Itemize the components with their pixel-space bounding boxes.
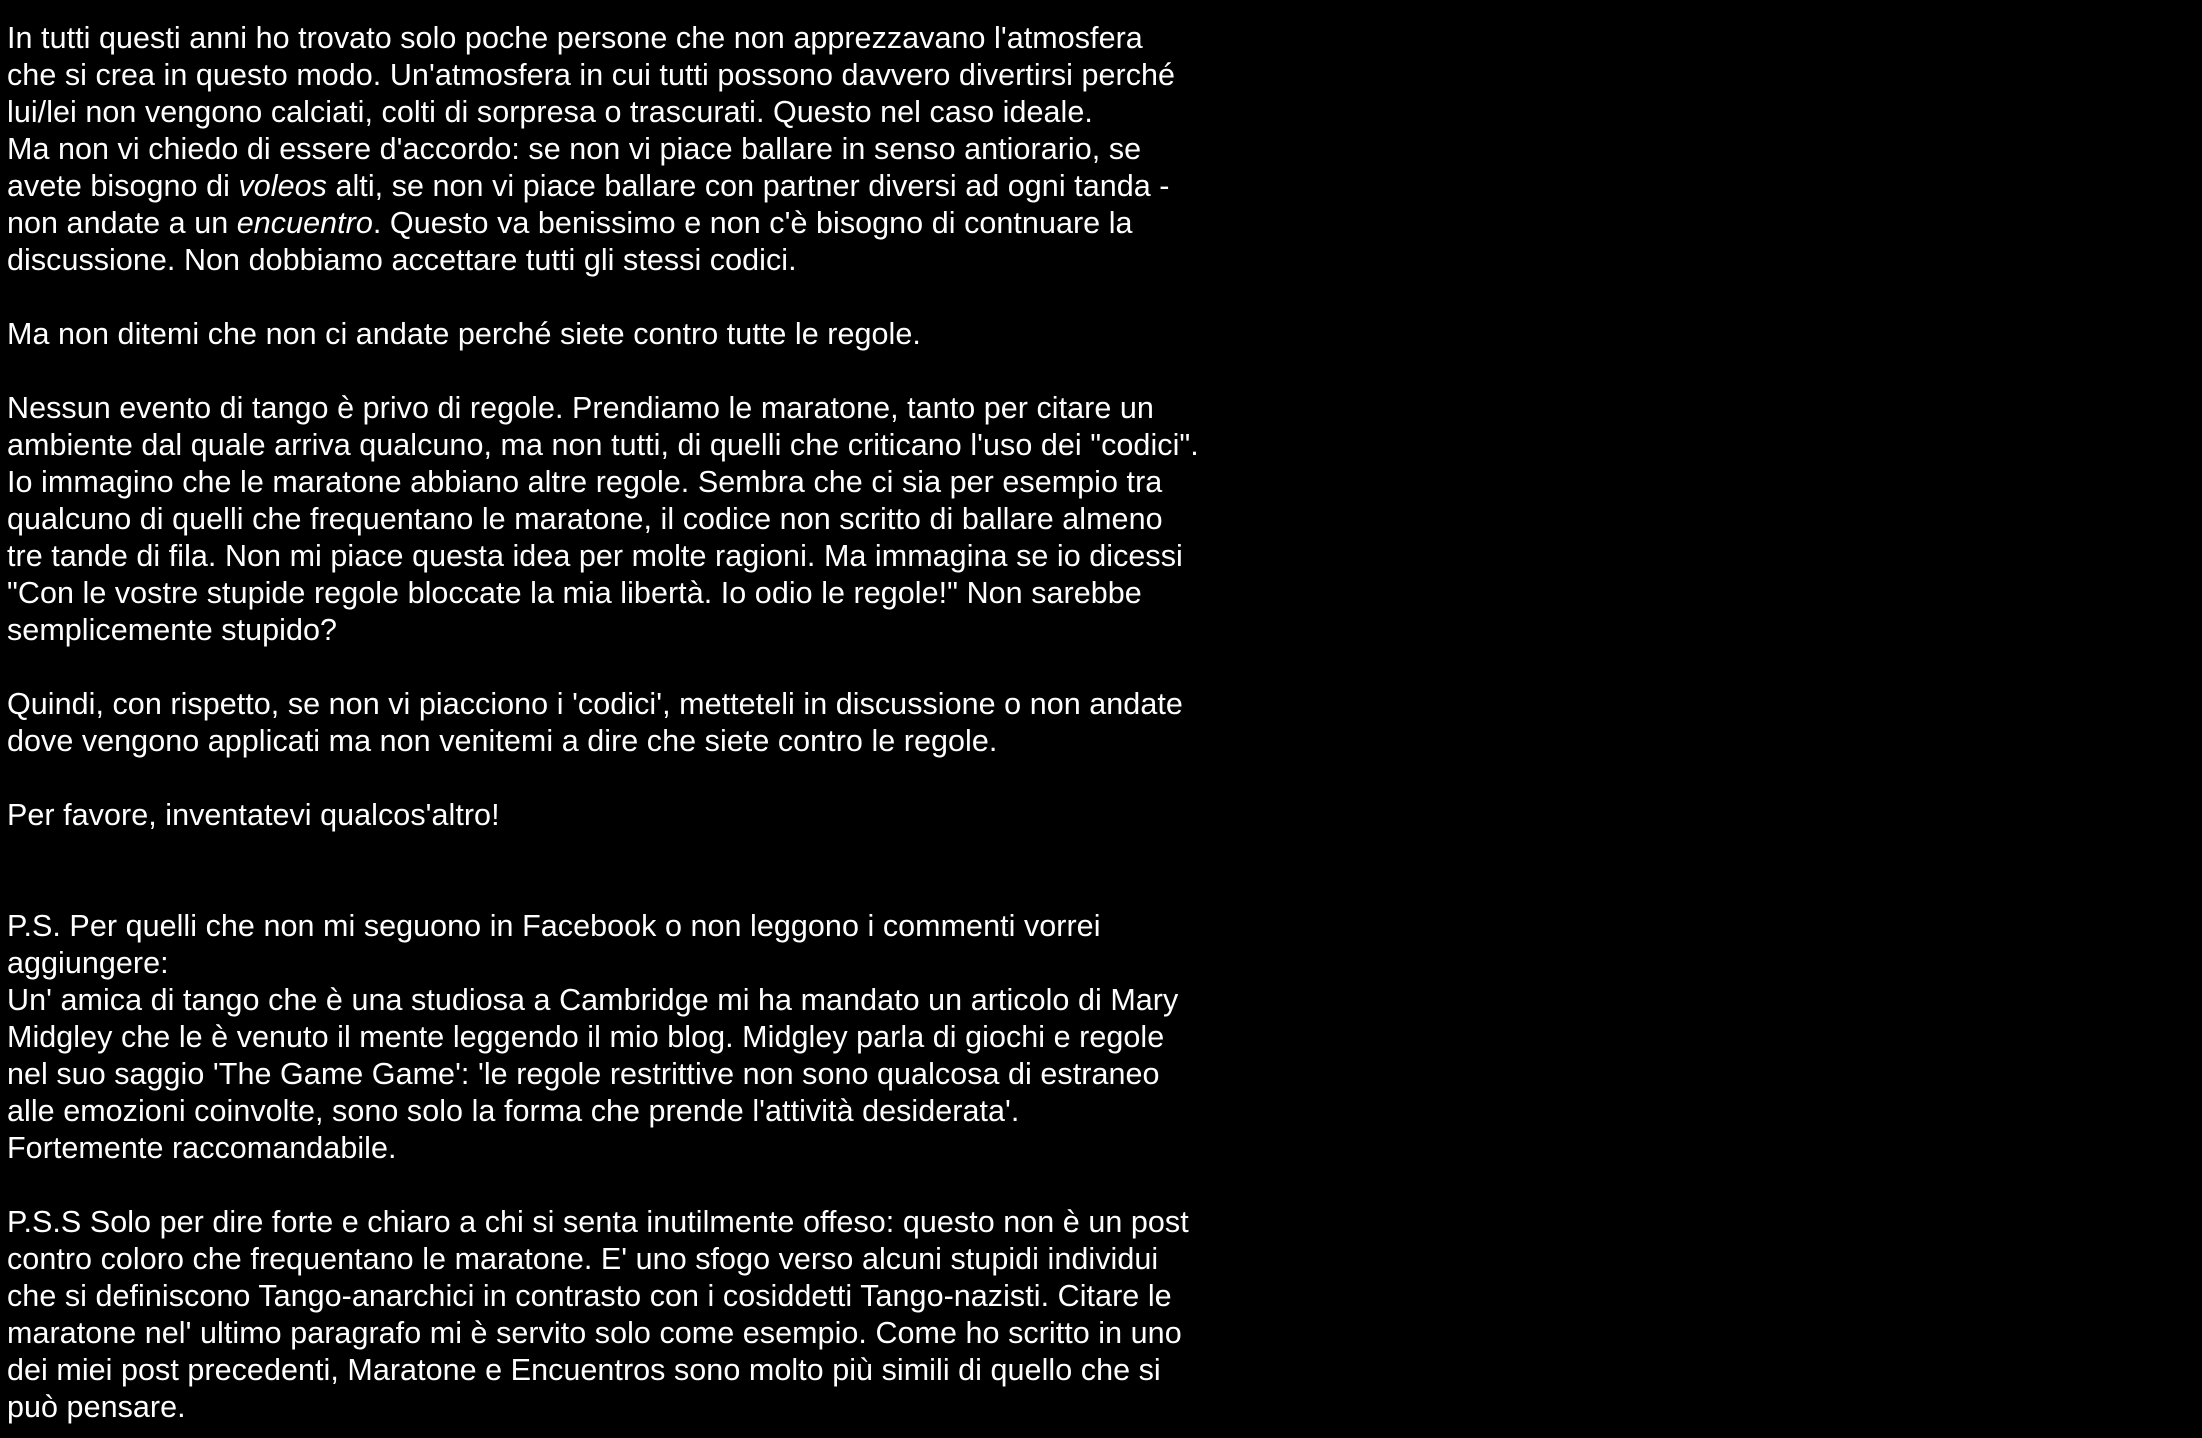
text-line: Un' amica di tango che è una studiosa a Cambridge mi ha mandato un articolo di Mary (7, 983, 1179, 1017)
text-line: che si crea in questo modo. Un'atmosfera in cui tutti possono davvero divertirsi perché (7, 58, 1176, 92)
paragraph-spacer (7, 1167, 1307, 1204)
text-run: non andate a un (7, 206, 237, 240)
text-line: ambiente dal quale arriva qualcuno, ma non tutti, di quelli che criticano l'uso dei "codici". (7, 428, 1199, 462)
italic-term: voleos (238, 169, 327, 203)
text-line: dei miei post precedenti, Maratone e Encuentros sono molto più simili di quello che si (7, 1353, 1161, 1387)
text-line: P.S.S Solo per dire forte e chiaro a chi si senta inutilmente offeso: questo non è un post (7, 1205, 1189, 1239)
paragraph (7, 797, 1307, 834)
paragraph (7, 390, 1307, 649)
text-line: alle emozioni coinvolte, sono solo la forma che prende l'attività desiderata'. (7, 1094, 1020, 1128)
text-line: qualcuno di quelli che frequentano le maratone, il codice non scritto di ballare almeno (7, 502, 1163, 536)
text-line: contro coloro che frequentano le maratone. E' uno sfogo verso alcuni stupidi individui (7, 1242, 1159, 1276)
text-line: P.S. Per quelli che non mi seguono in Facebook o non leggono i commenti vorrei (7, 909, 1101, 943)
text-line: che si definiscono Tango-anarchici in contrasto con i cosiddetti Tango-nazisti. Citare le (7, 1279, 1172, 1313)
blog-post-body (7, 20, 1307, 1426)
text-line: discussione. Non dobbiamo accettare tutti gli stessi codici. (7, 243, 797, 277)
text-line: "Con le vostre stupide regole bloccate la mia libertà. Io odio le regole!" Non sarebbe (7, 576, 1142, 610)
paragraph-spacer (7, 649, 1307, 686)
text-line (7, 168, 1307, 205)
text-line: Quindi, con rispetto, se non vi piacciono i 'codici', metteteli in discussione o non andate (7, 687, 1183, 721)
text-line: lui/lei non vengono calciati, colti di sorpresa o trascurati. Questo nel caso ideale. (7, 95, 1093, 129)
postscript-paragraph (7, 908, 1307, 1167)
paragraph (7, 131, 1307, 279)
text-line: maratone nel' ultimo paragrafo mi è servito solo come esempio. Come ho scritto in uno (7, 1316, 1182, 1350)
text-run: avete bisogno di (7, 169, 239, 203)
text-line: Fortemente raccomandabile. (7, 1131, 397, 1165)
text-line: dove vengono applicati ma non venitemi a dire che siete contro le regole. (7, 724, 998, 758)
text-line: semplicemente stupido? (7, 613, 338, 647)
text-line: nel suo saggio 'The Game Game': 'le regole restrittive non sono qualcosa di estraneo (7, 1057, 1160, 1091)
text-line (7, 205, 1307, 242)
text-line: può pensare. (7, 1390, 186, 1424)
text-run: . Questo va benissimo e non c'è bisogno di contnuare la (372, 206, 1133, 240)
paragraph-spacer (7, 834, 1307, 871)
paragraph (7, 686, 1307, 760)
text-line: Ma non ditemi che non ci andate perché siete contro tutte le regole. (7, 317, 921, 351)
paragraph-spacer (7, 871, 1307, 908)
text-line: Nessun evento di tango è privo di regole. Prendiamo le maratone, tanto per citare un (7, 391, 1154, 425)
paragraph (7, 20, 1307, 131)
text-line: Per favore, inventatevi qualcos'altro! (7, 798, 500, 832)
paragraph (7, 316, 1307, 353)
text-line: Midgley che le è venuto il mente leggendo il mio blog. Midgley parla di giochi e regole (7, 1020, 1165, 1054)
paragraph-spacer (7, 760, 1307, 797)
paragraph-spacer (7, 353, 1307, 390)
postscript-paragraph (7, 1204, 1307, 1426)
text-run: alti, se non vi piace ballare con partner diversi ad ogni tanda - (326, 169, 1170, 203)
text-line: Io immagino che le maratone abbiano altre regole. Sembra che ci sia per esempio tra (7, 465, 1163, 499)
text-line: Ma non vi chiedo di essere d'accordo: se non vi piace ballare in senso antiorario, se (7, 132, 1142, 166)
text-line: tre tande di fila. Non mi piace questa idea per molte ragioni. Ma immagina se io dicessi (7, 539, 1183, 573)
text-line: aggiungere: (7, 946, 169, 980)
italic-term: encuentro (236, 206, 373, 240)
paragraph-spacer (7, 279, 1307, 316)
text-line: In tutti questi anni ho trovato solo poche persone che non apprezzavano l'atmosfera (7, 21, 1143, 55)
